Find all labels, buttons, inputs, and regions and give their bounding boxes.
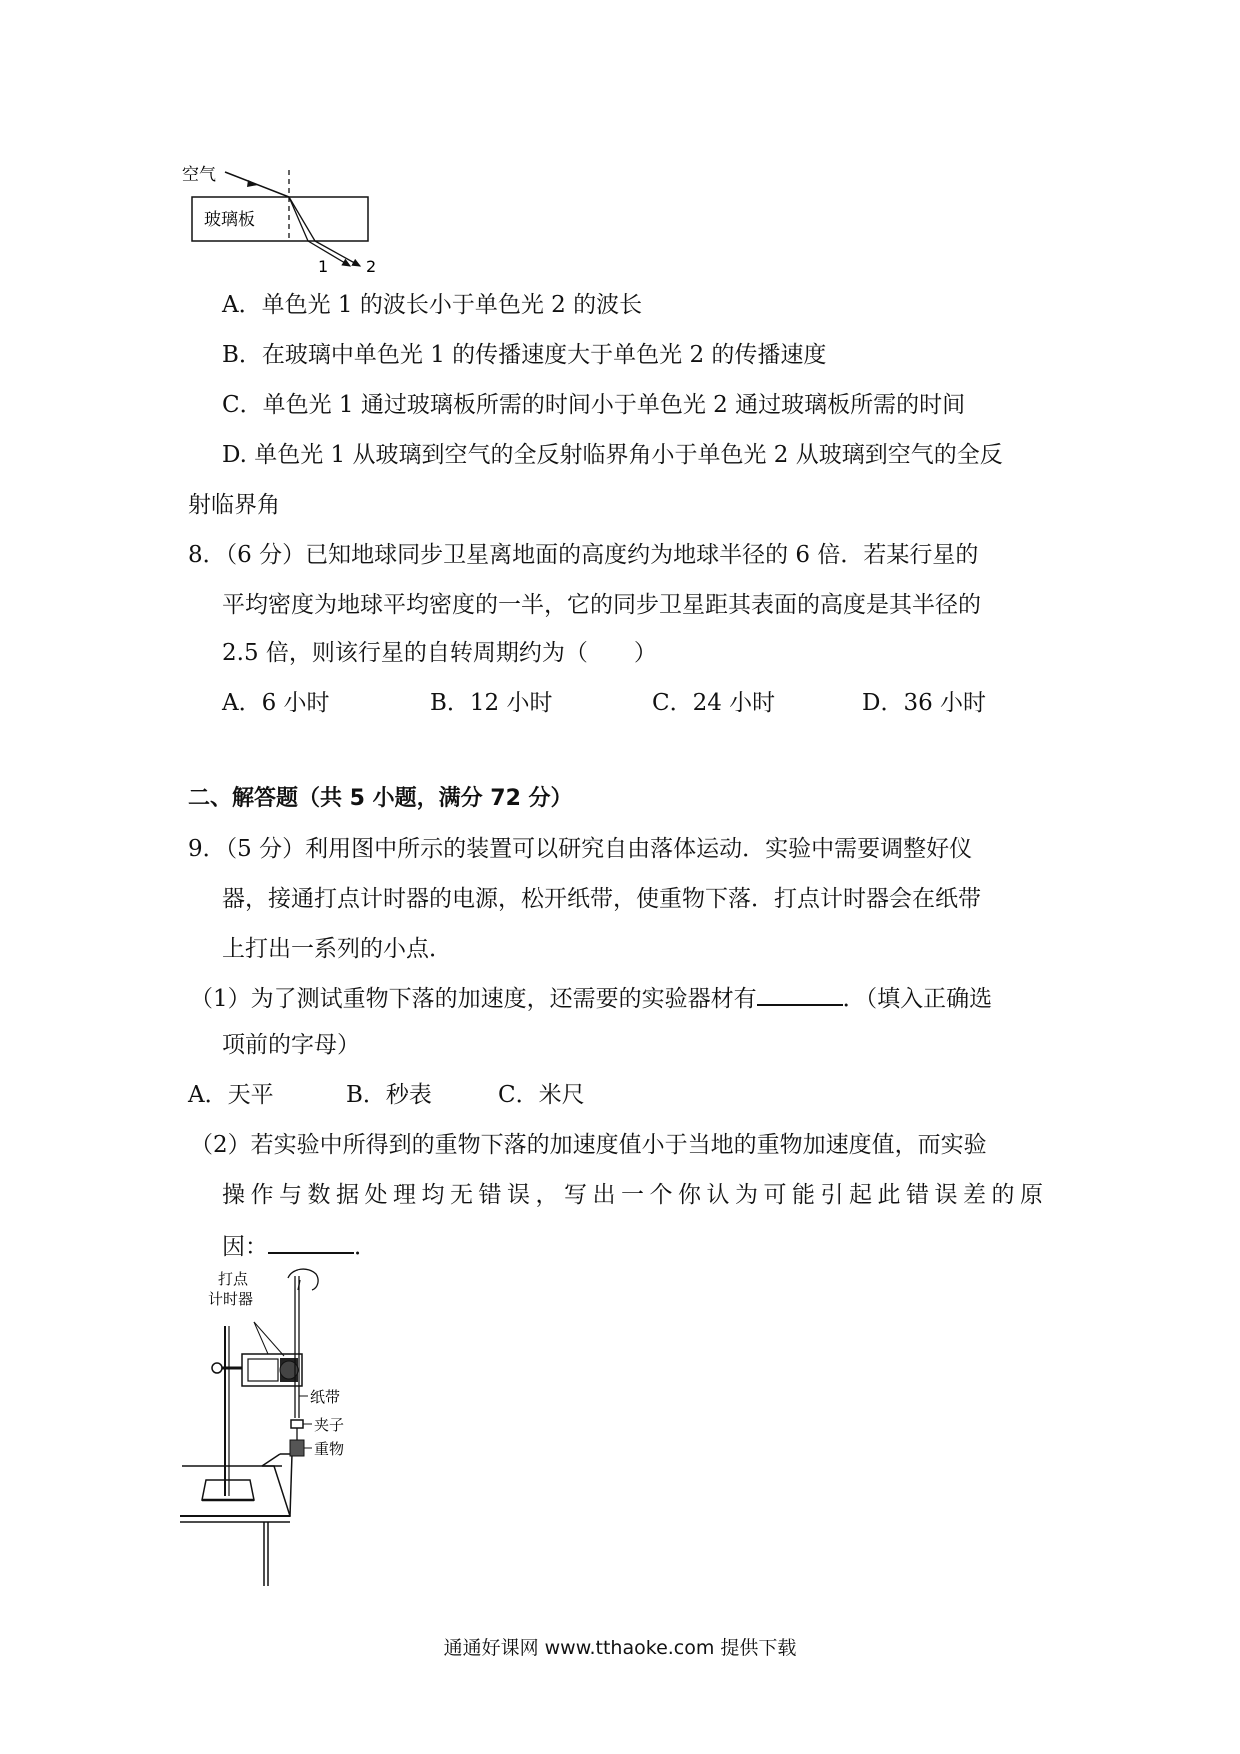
q9-part1-line2: 项前的字母）	[222, 1032, 360, 1058]
q7-option-d-line1: D. 单色光 1 从玻璃到空气的全反射临界角小于单色光 2 从玻璃到空气的全反	[222, 442, 1003, 468]
q9-option-a: A．天平	[188, 1082, 274, 1108]
label-glass: 玻璃板	[204, 210, 255, 230]
stand-base	[202, 1480, 254, 1500]
label-air: 空气	[182, 165, 216, 185]
label-weight: 重物	[314, 1440, 345, 1458]
apparatus-figure	[180, 1268, 370, 1598]
q8-stem-line2: 平均密度为地球平均密度的一半，它的同步卫星距其表面的高度是其半径的	[222, 592, 981, 618]
q9-part2-tail: ．	[354, 1234, 377, 1260]
refracted-ray-1	[289, 197, 308, 241]
label-ray-2: 2	[366, 257, 377, 275]
q7-option-c: C．单色光 1 通过玻璃板所需的时间小于单色光 2 通过玻璃板所需的时间	[222, 392, 966, 418]
answer-blank-1[interactable]	[757, 982, 843, 1006]
q9-option-c: C．米尺	[498, 1082, 585, 1108]
q9-stem-line3: 上打出一系列的小点．	[222, 936, 452, 962]
q8-option-d: D．36 小时	[862, 690, 987, 716]
hand	[288, 1269, 318, 1290]
q9-part2-line2: 操作与数据处理均无错误，写出一个你认为可能引起此错误差的原	[222, 1182, 1049, 1208]
refracted-ray-2	[289, 197, 315, 241]
weight	[290, 1440, 304, 1456]
answer-blank-2[interactable]	[268, 1230, 354, 1254]
q9-part2-text: 因：	[222, 1234, 268, 1260]
q9-part1-tail: ．（填入正确选	[842, 986, 993, 1012]
q8-option-a: A．6 小时	[222, 690, 330, 716]
clip	[291, 1420, 303, 1428]
exit-ray-1	[308, 241, 350, 266]
refraction-figure	[180, 160, 400, 275]
q9-part1-text: （1）为了测试重物下落的加速度，还需要的实验器材有	[190, 986, 757, 1012]
label-ray-1: 1	[318, 257, 329, 275]
q8-stem-line3: 2.5 倍，则该行星的自转周期约为（ ）	[222, 640, 657, 666]
q8-option-c: C．24 小时	[652, 690, 776, 716]
table	[194, 1466, 290, 1516]
section-title: 二、解答题（共 5 小题，满分 72 分）	[188, 786, 573, 811]
label-timer-1: 打点	[218, 1270, 249, 1288]
label-clip: 夹子	[314, 1416, 345, 1434]
label-tape: 纸带	[310, 1388, 341, 1406]
q8-stem-line1: 8．（6 分）已知地球同步卫星离地面的高度约为地球半径的 6 倍．若某行星的	[188, 542, 979, 568]
q9-stem-line1: 9．（5 分）利用图中所示的装置可以研究自由落体运动．实验中需要调整好仪	[188, 836, 973, 862]
q9-option-b: B．秒表	[346, 1082, 432, 1108]
q9-part2-line1: （2）若实验中所得到的重物下落的加速度值小于当地的重物加速度值，而实验	[190, 1132, 987, 1158]
page-footer: 通通好课网 www.tthaoke.com 提供下载	[443, 1637, 797, 1659]
q7-option-b: B．在玻璃中单色光 1 的传播速度大于单色光 2 的传播速度	[222, 342, 827, 368]
q9-part2-line3	[222, 1230, 377, 1262]
q7-option-a: A．单色光 1 的波长小于单色光 2 的波长	[222, 292, 643, 318]
q8-option-b: B．12 小时	[430, 690, 553, 716]
q9-stem-line2: 器，接通打点计时器的电源，松开纸带，使重物下落．打点计时器会在纸带	[222, 886, 981, 912]
q7-option-d-line2: 射临界角	[188, 492, 280, 518]
label-timer-2: 计时器	[208, 1290, 254, 1308]
q9-part1-line1	[190, 982, 992, 1014]
